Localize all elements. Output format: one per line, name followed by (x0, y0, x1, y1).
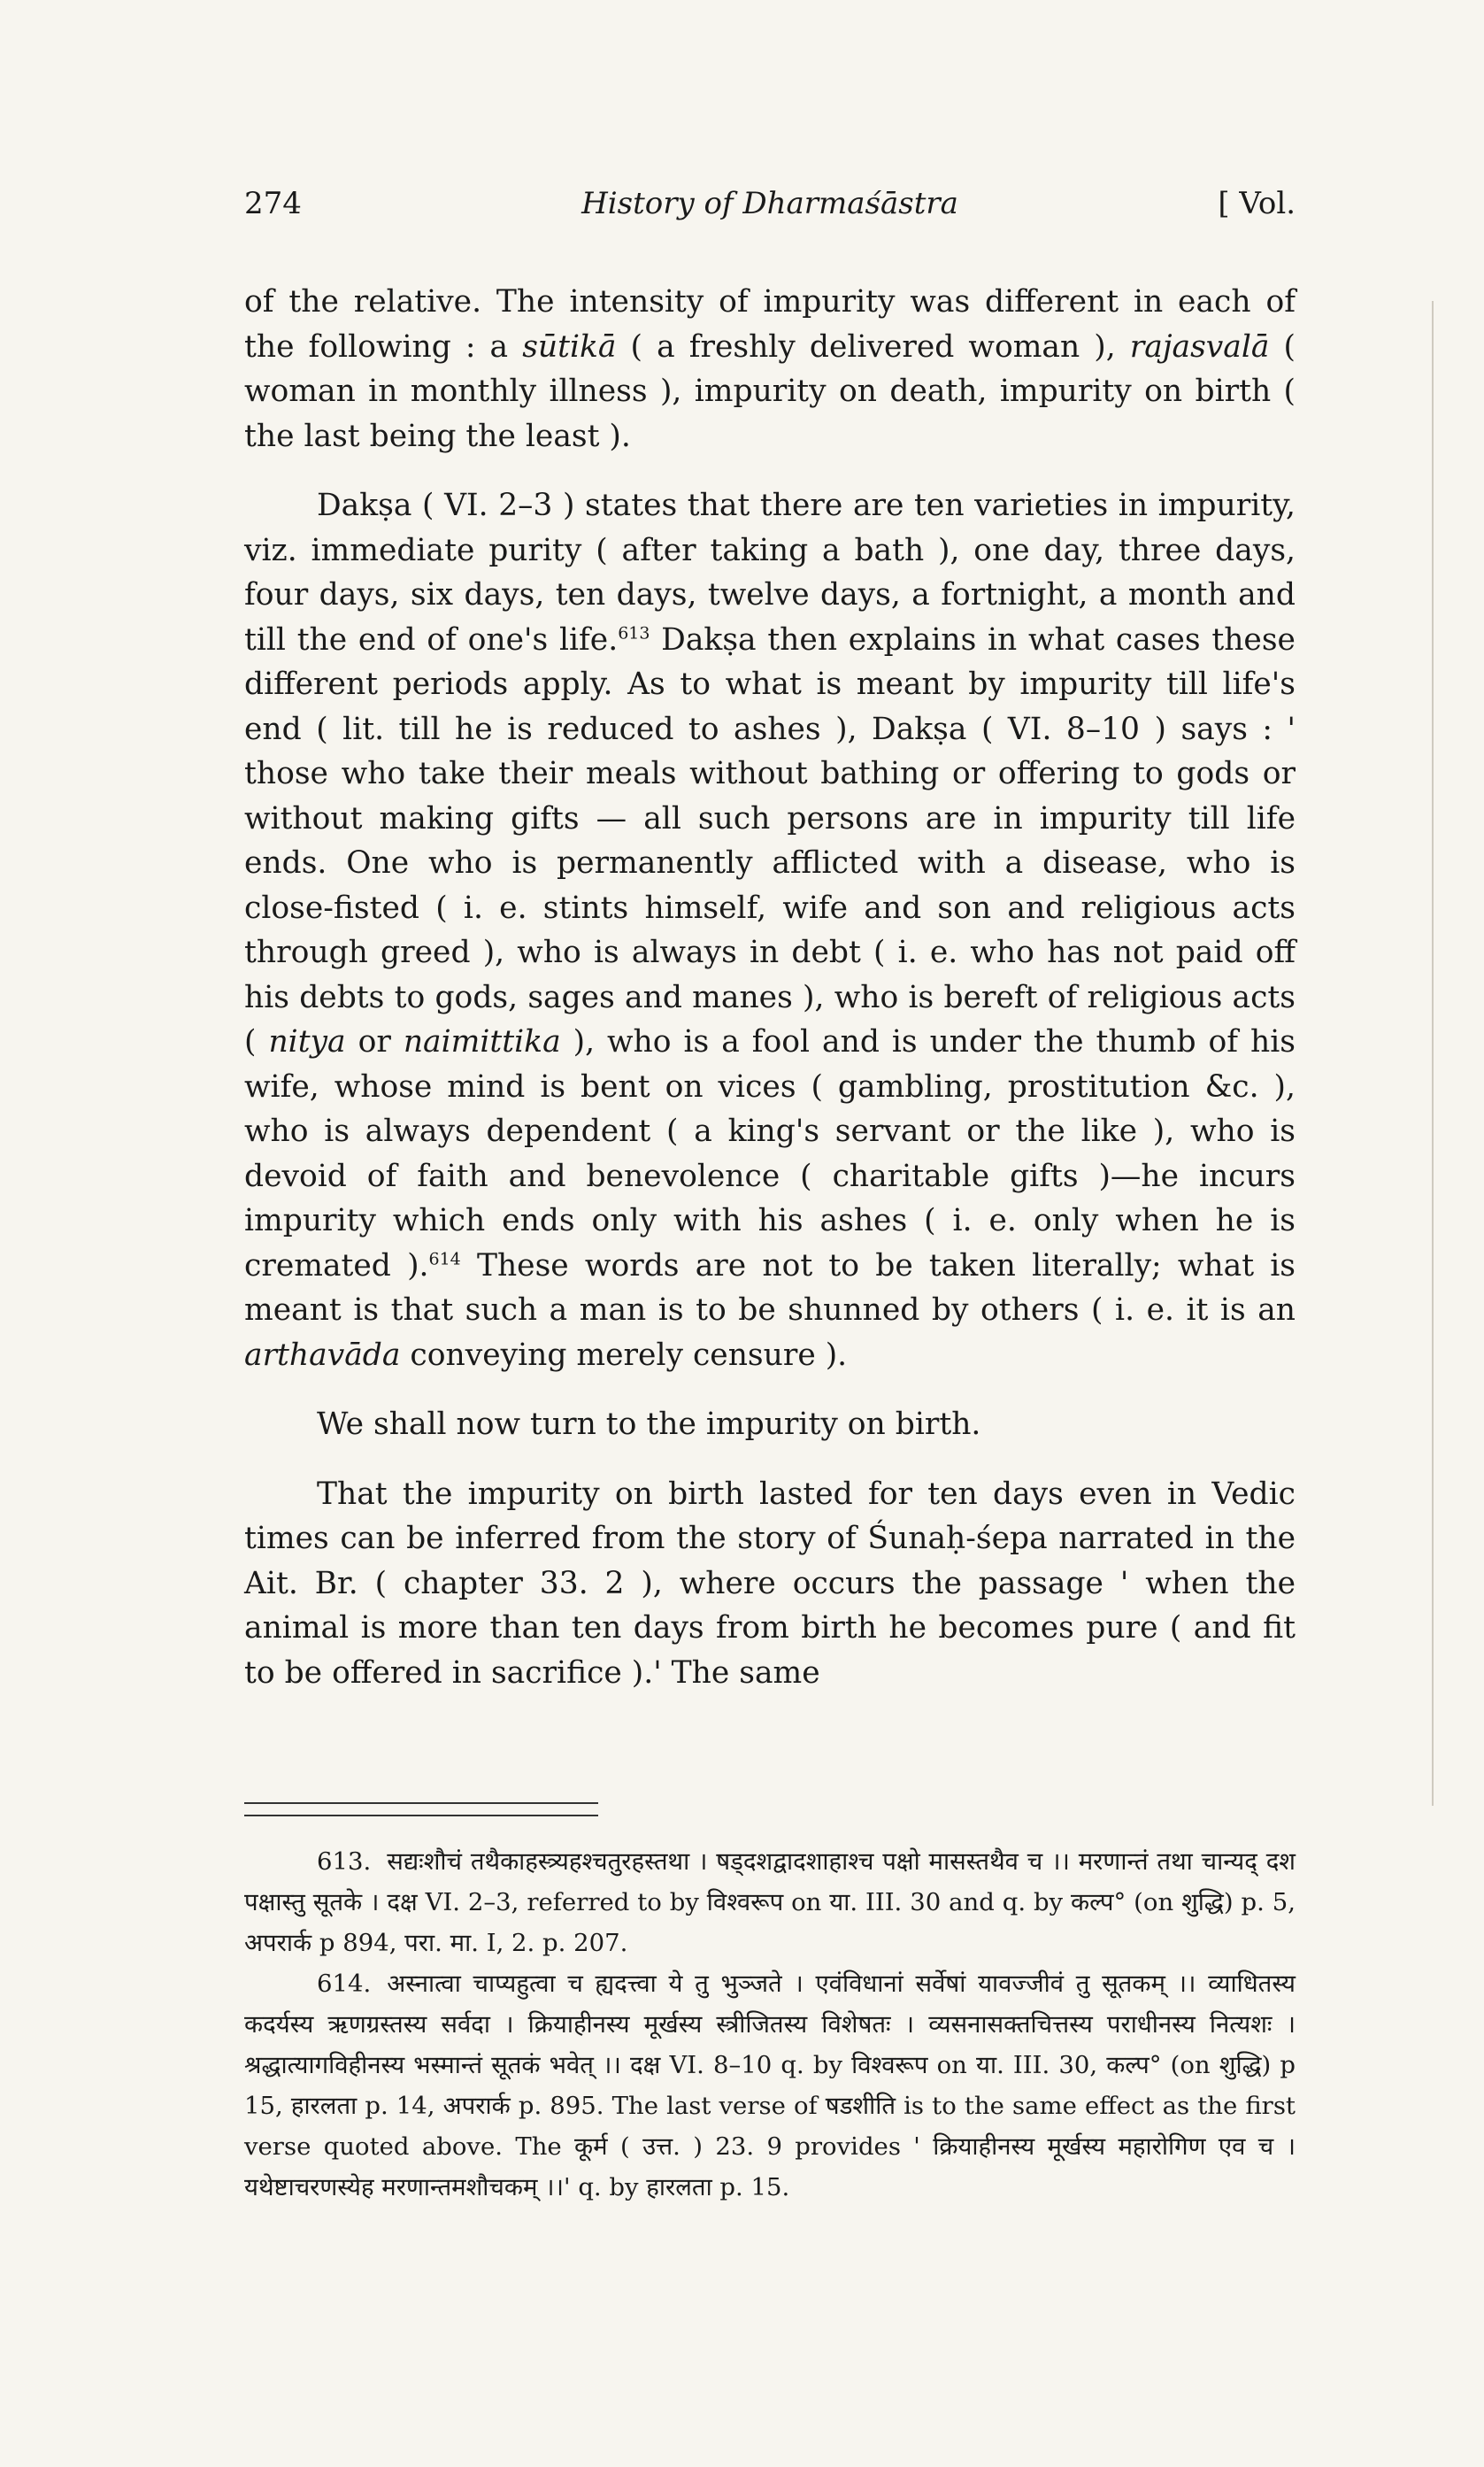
footnote-613 (244, 1841, 1296, 1963)
text-run: ), who is a fool and is under the thumb of his wife, whose mind is bent on vices ( gambling, prostitution &c. ), who is always dependent ( a king's servant or the like ), who is devoid of faith and benevolence ( charitable gifts )—he incurs impurity which ends only with his ashes ( i. e. only when he is cremated ). (244, 1024, 1296, 1284)
footnote-614 (244, 1963, 1296, 2208)
paragraph-1 (244, 280, 1296, 459)
paragraph-3: We shall now turn to the impurity on birth. (317, 1407, 981, 1442)
text-run: or (345, 1024, 404, 1060)
text-run: of the relative. The intensity of impurity was different in each of the following : a (244, 284, 1296, 365)
page-header (244, 186, 1296, 230)
text-run: Dakṣa then explains in what cases these different periods apply. As to what is meant by impurity till life's end ( lit. till he is reduced to ashes ), Dakṣa ( VI. 8–10 ) says : ' those who take their meals without bathing or offering to gods or without making gifts — all such persons are in impurity till life ends. One who is permanently afflicted with a disease, who is close-fisted ( i. e. stints himself, wife and son and religious acts through greed ), who is always in debt ( i. e. who has not paid off his debts to gods, sages and manes ), who is bereft of religious acts ( (244, 621, 1296, 1060)
footnote-divider (244, 1802, 598, 1816)
paragraph-4: That the impurity on birth lasted for ten days even in Vedic times can be inferred from the story of Śunaḥ-śepa narrated in the Ait. Br. ( chapter 33. 2 ), where occurs the passage ' when the animal is more than ten days from birth he becomes pure ( and fit to be offered in sacrifice ).' The same (244, 1476, 1296, 1691)
italic-term: naimittika (403, 1024, 561, 1060)
footnotes (244, 1841, 1296, 2208)
footnote-number: 614. (317, 1970, 372, 1998)
footnote-text: अस्नात्वा चाप्यहुत्वा च ह्यदत्त्वा ये तु भुञ्जते । एवंविधानां सर्वेषां यावज्जीवं तु सूतकम् ।। व्याधितस्य कदर्यस्य ऋणग्रस्तस्य सर्वदा । क्रियाहीनस्य मूर्खस्य स्त्रीजितस्य विशेषतः । व्यसनासक्तचित्तस्य पराधीनस्य नित्यशः । श्रद्धात्यागविहीनस्य भस्मान्तं सूतकं भवेत् ।। दक्ष VI. 8–10 q. by विश्वरूप on या. III. 30, कल्प° (on शुद्धि) p 15, हारलता p. 14, अपरार्क p. 895. The last verse of षडशीति is to the same effect as the first verse quoted above. The कूर्म ( उत्त. ) 23. 9 provides ' क्रियाहीनस्य मूर्खस्य महारोगिण एव च । यथेष्टाचरणस्येह मरणान्तमशौचकम् ।।' q. by हारलता p. 15. (244, 1970, 1296, 2201)
text-run: ( a freshly delivered woman ), (616, 328, 1130, 365)
italic-term: arthavāda (244, 1337, 401, 1373)
footnote-text: सद्यःशौचं तथैकाहस्त्र्यहश्चतुरहस्तथा । षड्दशद्वादशाहाश्च पक्षो मासस्तथैव च ।। मरणान्तं तथा चान्यद् दश पक्षास्तु सूतके । दक्ष VI. 2–3, referred to by विश्वरूप on या. III. 30 and q. by कल्प° (on शुद्धि) p. 5, अपरार्क p 894, परा. मा. I, 2. p. 207. (244, 1847, 1296, 1957)
paragraph-2 (244, 483, 1296, 1377)
main-text (244, 280, 1296, 1720)
footnote-number: 613. (317, 1847, 372, 1876)
footnote-marker: 614 (428, 1249, 461, 1268)
text-run: ( woman in monthly illness ), impurity on death, impurity on birth ( the last being the least ). (244, 328, 1296, 454)
italic-term: sūtikā (522, 328, 617, 365)
running-title: History of Dharmaśāstra (581, 186, 958, 221)
footnote-marker: 613 (618, 623, 650, 643)
italic-term: nitya (268, 1024, 346, 1060)
scan-margin-line (1432, 301, 1434, 1806)
text-run: conveying merely censure ). (400, 1337, 848, 1373)
italic-term: rajasvalā (1129, 328, 1270, 365)
text-run: Dakṣa ( VI. 2–3 ) states that there are ten varieties in impurity, viz. immediate purity ( after taking a bath ), one day, three days, four days, six days, ten days, twelve days, a fortnight, a month and till the end of one's life. (244, 488, 1296, 658)
volume-label: [ Vol. (1218, 186, 1296, 221)
page-number: 274 (244, 186, 302, 221)
text-run: These words are not to be taken literally; what is meant is that such a man is to be shunned by others ( i. e. it is an (244, 1247, 1296, 1328)
